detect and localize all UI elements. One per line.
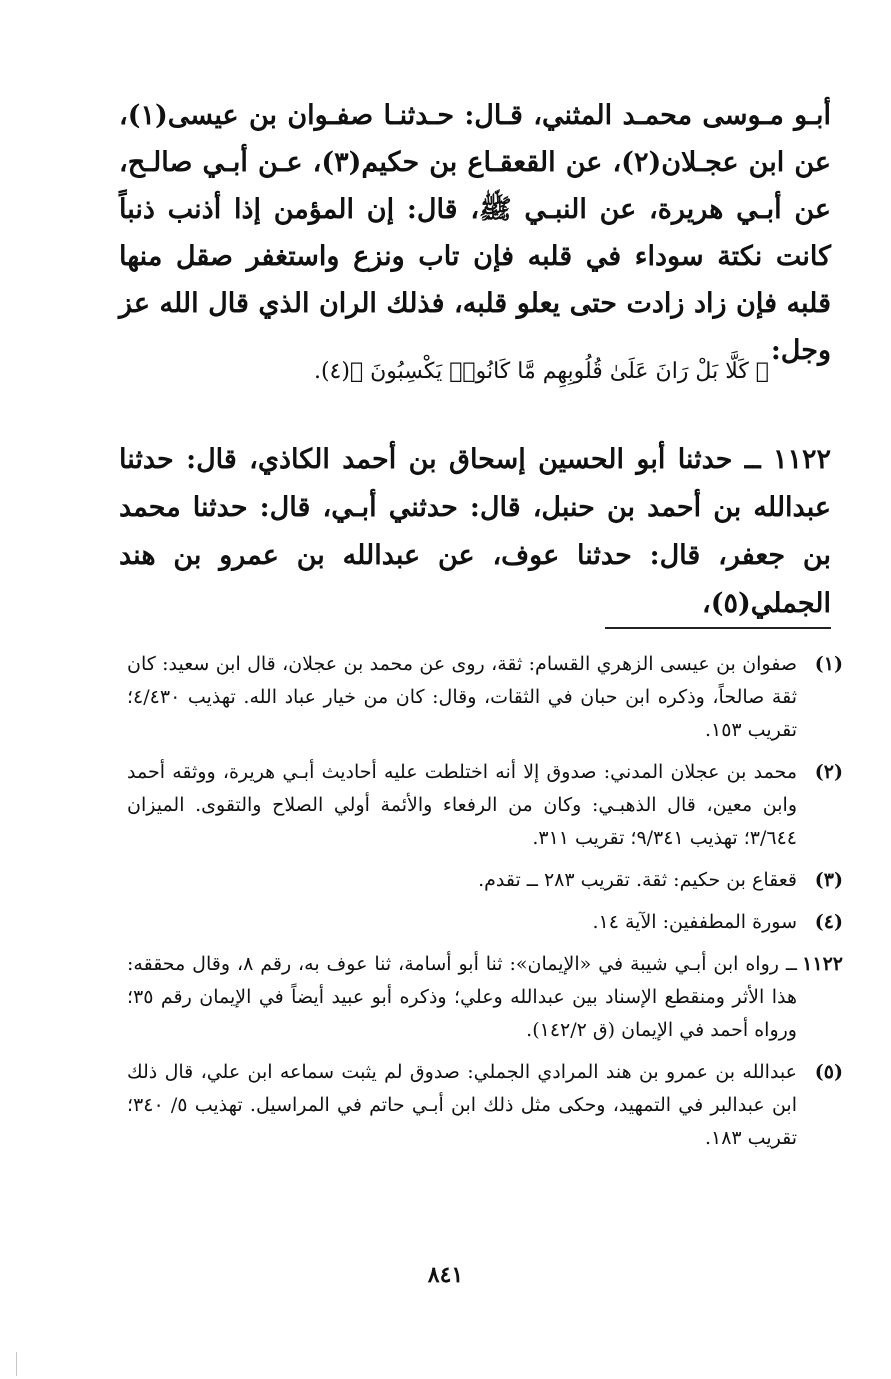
footnote-number: (٤) xyxy=(814,911,843,933)
footnote-1122 xyxy=(127,948,843,1047)
footnote-number: (٣) xyxy=(814,869,843,891)
footnote-1 xyxy=(127,648,843,747)
footnote-4 xyxy=(127,906,843,939)
footnote-text: قعقاع بن حكيم: ثقة. تقريب ٢٨٣ ــ تقدم. xyxy=(478,869,797,891)
footnote-2 xyxy=(127,756,843,855)
quran-verse: ﴿ كَلَّا بَلْ رَانَ عَلَىٰ قُلُوبِهِم مَّا كَانُوا۟ يَكْسِبُونَ ﴾(٤). xyxy=(313,359,769,384)
hadith-1122-block xyxy=(119,436,831,628)
margin-scan-mark xyxy=(16,1352,17,1376)
footnote-text: محمد بن عجلان المدني: صدوق إلا أنه اختلطت عليه أحاديث أبـي هريرة، ووثقه أحمد وابن معين، قال الذهبـي: وكان من الرفعاء والأئمة أولي الصلاح والتقوى. الميزان ٣/٦٤٤؛ تهذيب ٩/٣٤١؛ تقريب ٣١١. xyxy=(127,761,797,849)
footnote-number: (٢) xyxy=(814,761,843,783)
footnotes xyxy=(127,648,843,1164)
footnote-5 xyxy=(127,1056,843,1155)
page-number: ٨٤١ xyxy=(427,1262,464,1288)
hadith-continuation-paragraph: أبـو مـوسى محمـد المثني، قـال: حـدثنـا صفـوان بن عيسى(١)، عن ابن عجـلان(٢)، عن القعقـاع بن حكيم(٣)، عـن أبـي صالـح، عن أبـي هريرة، عن النبـي ﷺ، قال: إن المؤمن إذا أذنب ذنباً كانت نكتة سوداء في قلبه فإن تاب ونزع واستغفر صقل منها قلبه فإن زاد زادت حتى يعلو قلبه، فذلك الران الذي قال الله عز وجل: xyxy=(119,100,831,366)
footnote-text: عبدالله بن عمرو بن هند المرادي الجملي: صدوق لم يثبت سماعه ابن علي، قال ذلك ابن عبدالبر في التمهيد، وحكى مثل ذلك ابن أبـي حاتم في المراسيل. تهذيب ٥/ ٣٤٠؛ تقريب ١٨٣. xyxy=(127,1061,797,1149)
main-text-block xyxy=(119,92,831,374)
footnote-number: ١١٢٢ xyxy=(802,953,843,975)
footnote-number: (١) xyxy=(814,653,843,675)
footnote-text: صفوان بن عيسى الزهري القسام: ثقة، روى عن محمد بن عجلان، قال ابن سعيد: كان ثقة صالحاً، وذكره ابن حبان في الثقات، وقال: كان من خيار عباد الله. تهذيب ٤/٤٣٠؛ تقريب ١٥٣. xyxy=(127,653,797,741)
footnote-number: (٥) xyxy=(814,1061,843,1083)
hadith-1122-paragraph: ١١٢٢ ــ حدثنا أبو الحسين إسحاق بن أحمد الكاذي، قال: حدثنا عبدالله بن أحمد بن حنبل، قال: حدثني أبـي، قال: حدثنا محمد بن جعفر، قال: حدثنا عوف، عن عبدالله بن عمرو بن هند الجملي(٥)، xyxy=(119,444,831,619)
footnote-3 xyxy=(127,864,843,897)
footnote-divider xyxy=(605,627,831,629)
footnote-text: ــ رواه ابن أبـي شيبة في «الإيمان»: ثنا أبو أسامة، ثنا عوف به، رقم ٨، وقال محققه: هذا الأثر ومنقطع الإسناد بين عبدالله وعلي؛ وذكره أبو عبيد أيضاً في الإيمان رقم ٣٥؛ ورواه أحمد في الإيمان (ق ١٤٢/٢). xyxy=(127,953,797,1041)
footnote-text: سورة المطففين: الآية ١٤. xyxy=(592,911,797,933)
